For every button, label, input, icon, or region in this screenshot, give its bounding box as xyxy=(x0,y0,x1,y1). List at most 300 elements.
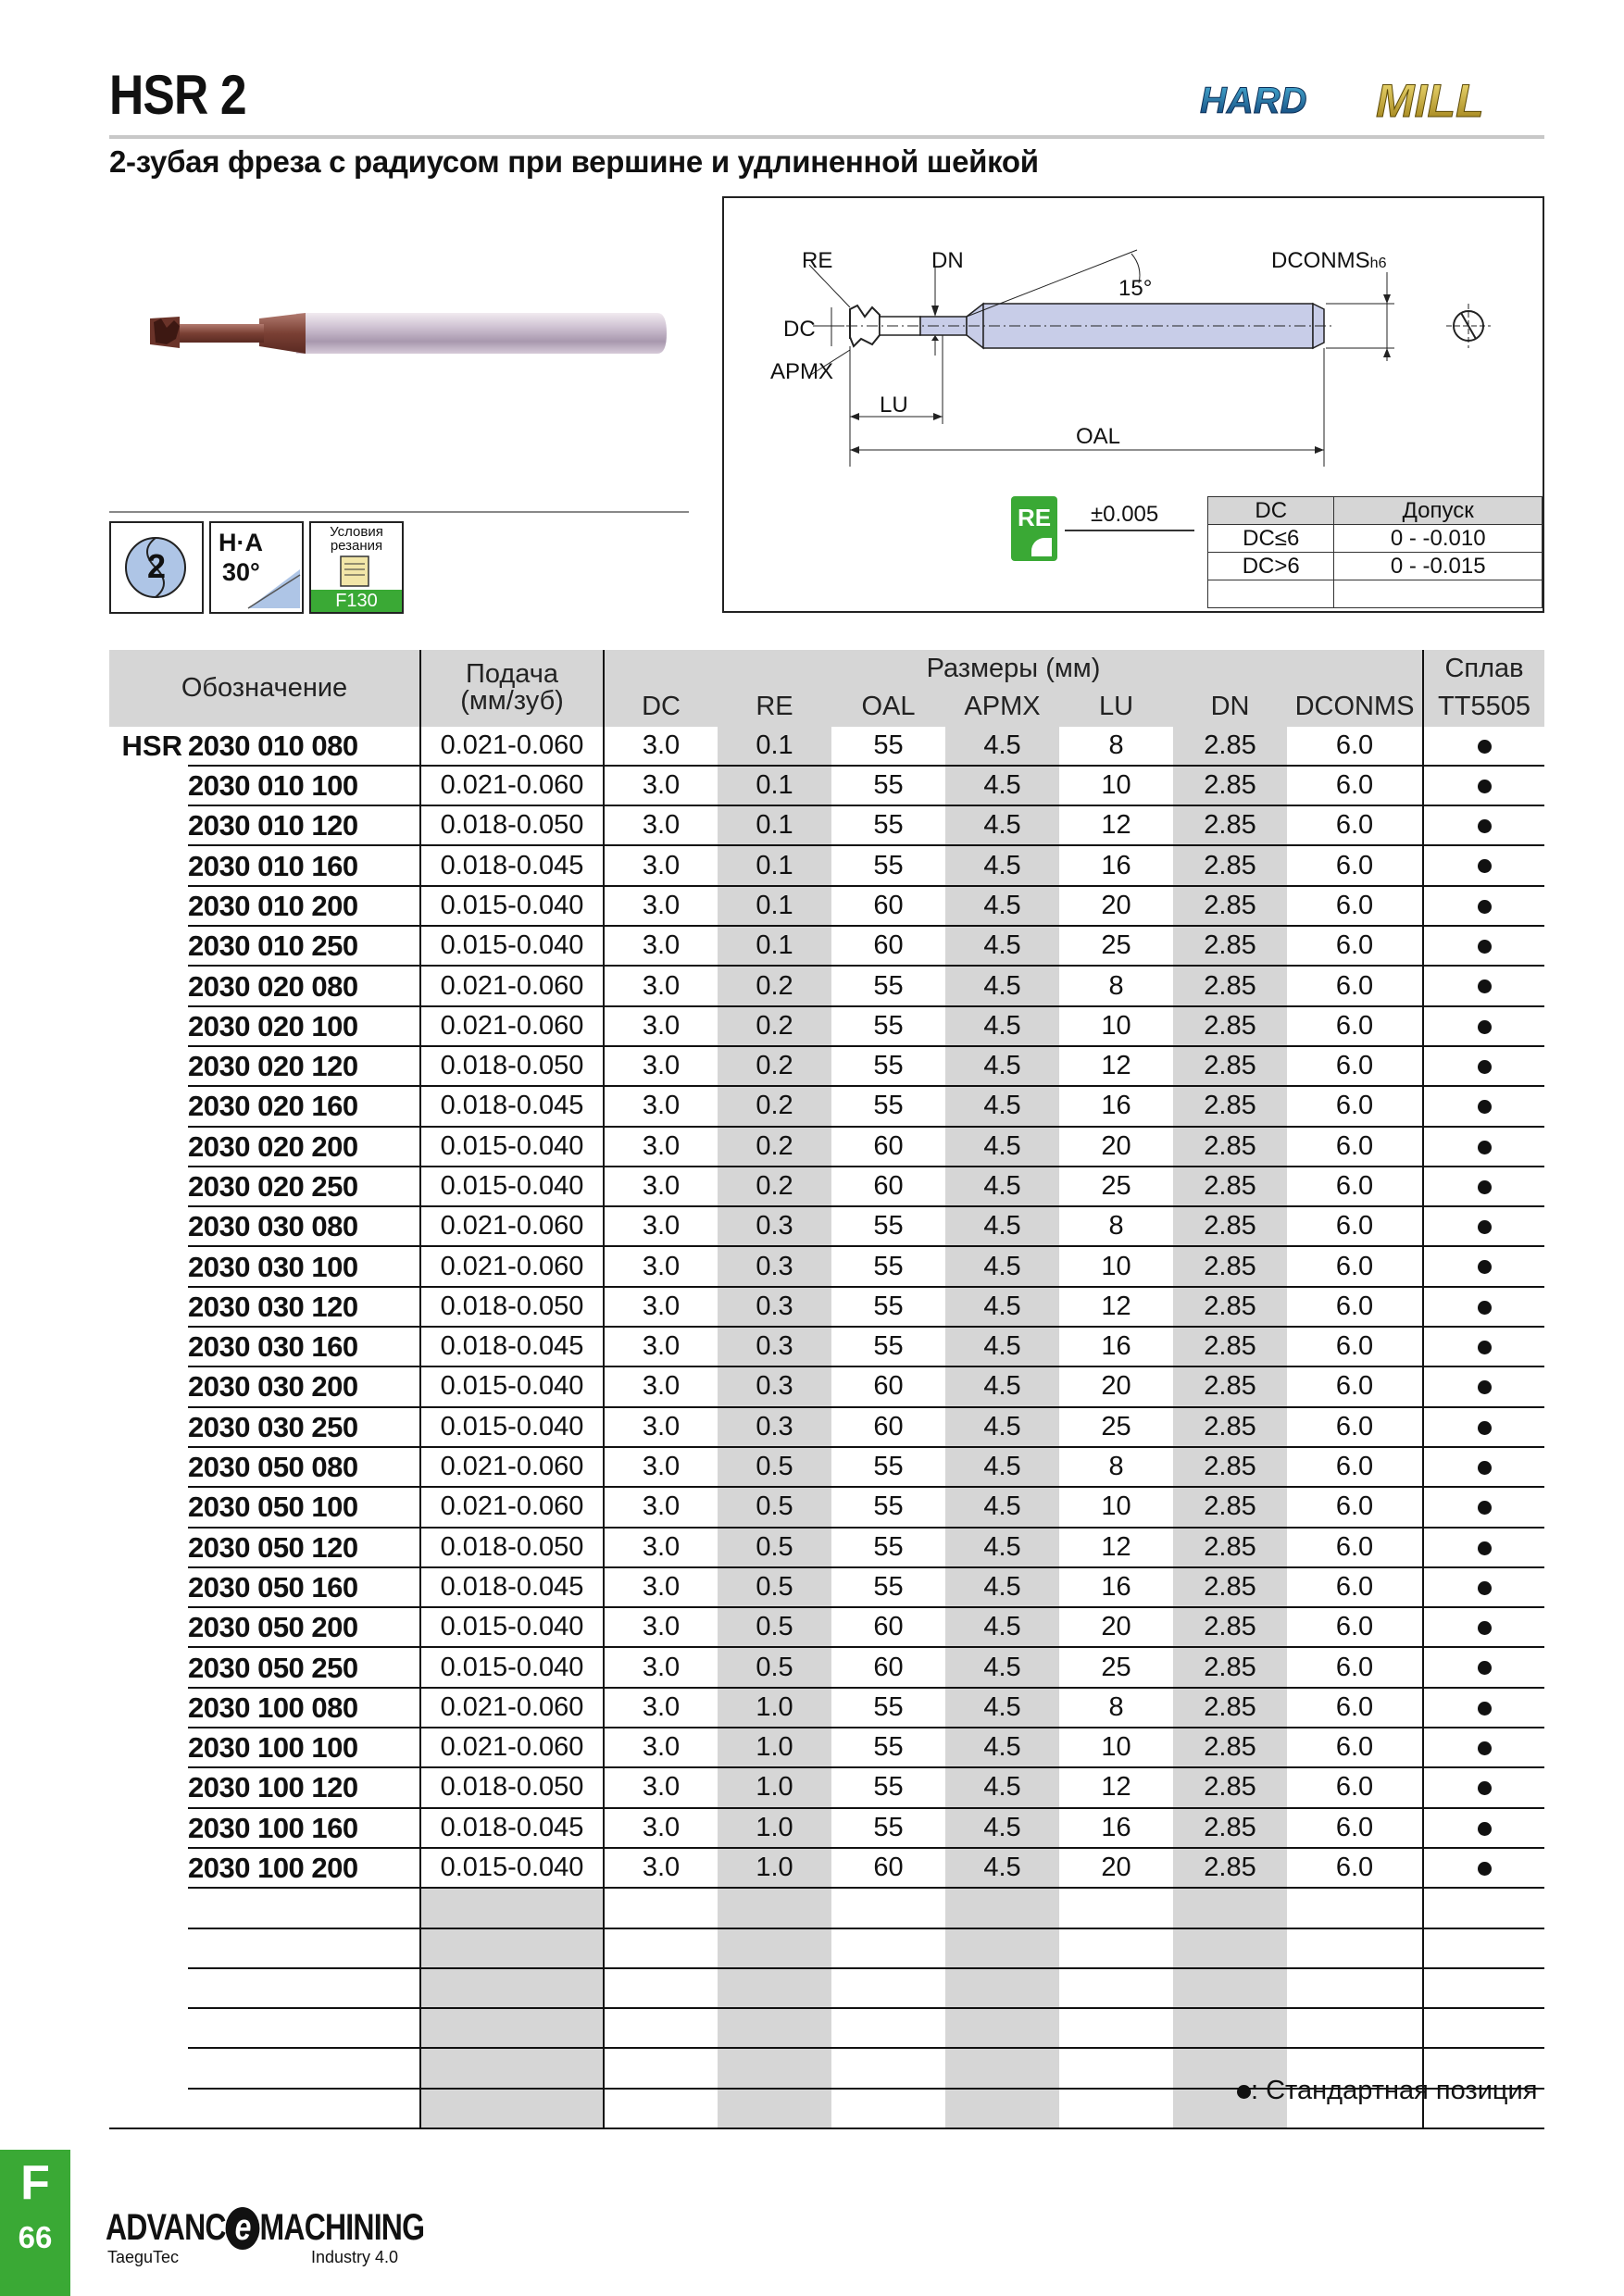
helix-label: H·A xyxy=(219,529,263,556)
cell-dn: 2.85 xyxy=(1173,1206,1287,1246)
row-feed: 0.018-0.050 xyxy=(420,1528,604,1567)
cell-oal: 55 xyxy=(831,1688,945,1728)
empty-cell xyxy=(945,1888,1059,1928)
row-code: 2030 030 250 xyxy=(188,1407,420,1447)
empty-cell xyxy=(604,2008,718,2048)
row-code: 2030 100 120 xyxy=(188,1767,420,1807)
cell-dc: 3.0 xyxy=(604,886,718,926)
empty-cell xyxy=(945,1928,1059,1968)
label-dconms xyxy=(1271,248,1386,274)
cell-apmx: 4.5 xyxy=(945,1528,1059,1567)
cell-lu: 16 xyxy=(1059,1808,1173,1848)
empty-cell xyxy=(1173,1968,1287,2008)
row-code: 2030 010 100 xyxy=(188,766,420,805)
cell-oal: 55 xyxy=(831,1327,945,1366)
cell-lu: 25 xyxy=(1059,1407,1173,1447)
page-subtitle: 2-зубая фреза с радиусом при вершине и удлиненной шейкой xyxy=(109,144,1039,179)
cell-re: 0.1 xyxy=(718,766,831,805)
cell-dc: 3.0 xyxy=(604,1728,718,1767)
col-re: RE xyxy=(718,688,831,726)
cell-dn: 2.85 xyxy=(1173,1528,1287,1567)
table-row xyxy=(109,1567,1544,1607)
standard-item-dot-icon xyxy=(1478,819,1492,833)
cell-dconms: 6.0 xyxy=(1287,1046,1423,1086)
header-feed xyxy=(420,650,604,727)
cell-dc: 3.0 xyxy=(604,966,718,1005)
table-row xyxy=(109,1808,1544,1848)
standard-item-dot-icon xyxy=(1478,1501,1492,1515)
row-code: 2030 050 120 xyxy=(188,1528,420,1567)
product-table xyxy=(109,650,1544,2129)
row-code: 2030 050 250 xyxy=(188,1647,420,1687)
cell-oal: 55 xyxy=(831,805,945,845)
table-row xyxy=(109,1528,1544,1567)
standard-item-dot-icon xyxy=(1478,1702,1492,1716)
cell-oal: 55 xyxy=(831,1487,945,1527)
row-prefix xyxy=(109,1767,188,1807)
row-prefix xyxy=(109,1127,188,1167)
cell-dn: 2.85 xyxy=(1173,966,1287,1005)
cell-apmx: 4.5 xyxy=(945,1848,1059,1888)
legend xyxy=(1237,2076,1537,2106)
table-row xyxy=(109,1006,1544,1046)
cell-dn: 2.85 xyxy=(1173,1327,1287,1366)
row-feed: 0.018-0.050 xyxy=(420,1767,604,1807)
cell-lu: 8 xyxy=(1059,1206,1173,1246)
empty-cell xyxy=(1059,1888,1173,1928)
header-grade: Сплав xyxy=(1423,650,1544,688)
cell-dc: 3.0 xyxy=(604,727,718,766)
cell-dc: 3.0 xyxy=(604,1366,718,1406)
row-prefix xyxy=(109,1167,188,1206)
row-prefix xyxy=(109,1206,188,1246)
cell-dconms: 6.0 xyxy=(1287,1327,1423,1366)
standard-item-dot-icon xyxy=(1478,1421,1492,1435)
cell-oal: 55 xyxy=(831,1086,945,1126)
cell-lu: 20 xyxy=(1059,1366,1173,1406)
cell-dn: 2.85 xyxy=(1173,1366,1287,1406)
cell-grade xyxy=(1423,1528,1544,1567)
re-badge-text: RE xyxy=(1017,504,1052,531)
product-image xyxy=(148,296,667,370)
table-row xyxy=(109,1086,1544,1126)
row-feed: 0.021-0.060 xyxy=(420,1688,604,1728)
cell-lu: 8 xyxy=(1059,727,1173,766)
cell-dconms: 6.0 xyxy=(1287,845,1423,885)
row-code: 2030 030 100 xyxy=(188,1246,420,1286)
cell-dn: 2.85 xyxy=(1173,1647,1287,1687)
empty-cell xyxy=(604,2048,718,2088)
standard-item-dot-icon xyxy=(1478,1341,1492,1354)
cell-dc: 3.0 xyxy=(604,1086,718,1126)
empty-cell xyxy=(420,1888,604,1928)
empty-cell xyxy=(188,2089,420,2128)
cell-dn: 2.85 xyxy=(1173,1086,1287,1126)
cell-dconms: 6.0 xyxy=(1287,1206,1423,1246)
cell-apmx: 4.5 xyxy=(945,1808,1059,1848)
cell-lu: 25 xyxy=(1059,1647,1173,1687)
standard-item-dot-icon xyxy=(1478,1301,1492,1315)
empty-cell xyxy=(188,2008,420,2048)
cell-lu: 10 xyxy=(1059,1246,1173,1286)
cell-re: 0.5 xyxy=(718,1487,831,1527)
row-feed: 0.018-0.050 xyxy=(420,805,604,845)
tol-cell xyxy=(1208,580,1334,608)
col-dn: DN xyxy=(1173,688,1287,726)
row-code: 2030 010 200 xyxy=(188,886,420,926)
cell-re: 1.0 xyxy=(718,1688,831,1728)
empty-cell xyxy=(1173,1928,1287,1968)
cell-grade xyxy=(1423,926,1544,966)
row-prefix xyxy=(109,966,188,1005)
cell-dc: 3.0 xyxy=(604,1487,718,1527)
cell-grade xyxy=(1423,1767,1544,1807)
tol-cell: DC>6 xyxy=(1208,553,1334,580)
brand-e: e xyxy=(226,2207,260,2250)
cell-apmx: 4.5 xyxy=(945,1407,1059,1447)
cell-lu: 10 xyxy=(1059,1487,1173,1527)
cell-dc: 3.0 xyxy=(604,805,718,845)
empty-cell xyxy=(109,1928,188,1968)
cutting-label-line1: Условия xyxy=(330,524,383,540)
cell-oal: 55 xyxy=(831,766,945,805)
cell-apmx: 4.5 xyxy=(945,845,1059,885)
empty-cell xyxy=(945,2008,1059,2048)
cell-oal: 55 xyxy=(831,1287,945,1327)
tol-cell: 0 - -0.010 xyxy=(1334,525,1543,553)
empty-cell xyxy=(1423,2008,1544,2048)
cell-apmx: 4.5 xyxy=(945,1206,1059,1246)
label-dconms-tol: h6 xyxy=(1369,256,1387,271)
row-feed: 0.015-0.040 xyxy=(420,1607,604,1647)
cell-dconms: 6.0 xyxy=(1287,1086,1423,1126)
cell-dc: 3.0 xyxy=(604,1167,718,1206)
header-dimensions: Размеры (мм) xyxy=(604,650,1423,688)
cell-dn: 2.85 xyxy=(1173,1487,1287,1527)
cell-dn: 2.85 xyxy=(1173,1046,1287,1086)
table-row xyxy=(109,1607,1544,1647)
cell-oal: 55 xyxy=(831,966,945,1005)
tol-header-tolerance: Допуск xyxy=(1334,497,1543,525)
cell-re: 0.2 xyxy=(718,1086,831,1126)
empty-cell xyxy=(420,2048,604,2088)
empty-cell xyxy=(1059,2089,1173,2128)
cell-grade xyxy=(1423,1728,1544,1767)
cell-grade xyxy=(1423,1327,1544,1366)
col-dconms: DCONMS xyxy=(1287,688,1423,726)
row-prefix xyxy=(109,1287,188,1327)
row-feed: 0.018-0.045 xyxy=(420,1808,604,1848)
row-code: 2030 030 160 xyxy=(188,1327,420,1366)
hardmill-logo xyxy=(1194,72,1546,126)
row-code: 2030 020 080 xyxy=(188,966,420,1005)
cell-re: 0.5 xyxy=(718,1447,831,1487)
row-prefix xyxy=(109,1327,188,1366)
empty-cell xyxy=(188,2048,420,2088)
cell-oal: 55 xyxy=(831,1767,945,1807)
empty-cell xyxy=(109,1888,188,1928)
row-code: 2030 020 120 xyxy=(188,1046,420,1086)
table-row xyxy=(109,1447,1544,1487)
cell-apmx: 4.5 xyxy=(945,1447,1059,1487)
cell-dn: 2.85 xyxy=(1173,1567,1287,1607)
label-oal: OAL xyxy=(1076,424,1121,449)
cell-dconms: 6.0 xyxy=(1287,1567,1423,1607)
empty-cell xyxy=(1287,1888,1423,1928)
empty-cell xyxy=(188,1928,420,1968)
cell-apmx: 4.5 xyxy=(945,1487,1059,1527)
photo-rule xyxy=(109,511,689,513)
cell-dconms: 6.0 xyxy=(1287,1287,1423,1327)
row-prefix xyxy=(109,1528,188,1567)
empty-cell xyxy=(945,2048,1059,2088)
standard-item-dot-icon xyxy=(1478,1621,1492,1635)
cell-re: 1.0 xyxy=(718,1767,831,1807)
standard-item-dot-icon xyxy=(1478,1260,1492,1274)
table-row xyxy=(109,1767,1544,1807)
cell-dc: 3.0 xyxy=(604,1607,718,1647)
cell-dn: 2.85 xyxy=(1173,1688,1287,1728)
cell-dc: 3.0 xyxy=(604,1046,718,1086)
cell-dn: 2.85 xyxy=(1173,1808,1287,1848)
standard-item-dot-icon xyxy=(1478,980,1492,993)
empty-cell xyxy=(1287,1968,1423,2008)
cell-oal: 55 xyxy=(831,845,945,885)
table-row xyxy=(109,845,1544,885)
standard-item-dot-icon xyxy=(1478,1661,1492,1675)
cell-dc: 3.0 xyxy=(604,1206,718,1246)
standard-item-dot-icon xyxy=(1478,1100,1492,1114)
cell-dc: 3.0 xyxy=(604,845,718,885)
cell-re: 0.3 xyxy=(718,1366,831,1406)
cell-dconms: 6.0 xyxy=(1287,1528,1423,1567)
header-rule xyxy=(109,135,1544,139)
table-row xyxy=(109,1487,1544,1527)
empty-cell xyxy=(420,2089,604,2128)
flute-count: 2 xyxy=(146,547,167,585)
row-code: 2030 010 080 xyxy=(188,727,420,766)
cell-re: 1.0 xyxy=(718,1848,831,1888)
row-feed: 0.015-0.040 xyxy=(420,886,604,926)
table-row xyxy=(109,1206,1544,1246)
cell-dconms: 6.0 xyxy=(1287,926,1423,966)
standard-item-dot-icon xyxy=(1478,1541,1492,1555)
cell-grade xyxy=(1423,845,1544,885)
empty-cell xyxy=(1059,1968,1173,2008)
empty-cell xyxy=(109,2008,188,2048)
empty-cell xyxy=(718,1968,831,2008)
cell-lu: 10 xyxy=(1059,1006,1173,1046)
row-feed: 0.021-0.060 xyxy=(420,1246,604,1286)
standard-item-dot-icon xyxy=(1478,1220,1492,1234)
brand-right: MACHINING xyxy=(259,2207,425,2248)
cell-oal: 60 xyxy=(831,1407,945,1447)
empty-cell xyxy=(1287,1928,1423,1968)
row-feed: 0.021-0.060 xyxy=(420,1206,604,1246)
empty-cell xyxy=(1423,1928,1544,1968)
cell-grade xyxy=(1423,1167,1544,1206)
advance-machining-logo xyxy=(106,2207,439,2272)
empty-cell xyxy=(1287,2008,1423,2048)
row-prefix xyxy=(109,1407,188,1447)
tol-cell: DC≤6 xyxy=(1208,525,1334,553)
cell-dconms: 6.0 xyxy=(1287,966,1423,1005)
table-row xyxy=(109,1287,1544,1327)
row-feed: 0.018-0.050 xyxy=(420,1046,604,1086)
brand-left: ADVANC xyxy=(106,2207,226,2248)
empty-cell xyxy=(831,1888,945,1928)
cell-apmx: 4.5 xyxy=(945,1246,1059,1286)
cell-dc: 3.0 xyxy=(604,1407,718,1447)
label-angle: 15° xyxy=(1118,276,1153,301)
cell-oal: 60 xyxy=(831,886,945,926)
row-code: 2030 100 100 xyxy=(188,1728,420,1767)
cell-dn: 2.85 xyxy=(1173,1407,1287,1447)
cutting-ref[interactable]: F130 xyxy=(311,590,402,612)
cell-grade xyxy=(1423,1127,1544,1167)
empty-cell xyxy=(718,2048,831,2088)
cell-oal: 55 xyxy=(831,1206,945,1246)
row-feed: 0.018-0.050 xyxy=(420,1287,604,1327)
row-feed: 0.018-0.045 xyxy=(420,1086,604,1126)
cell-lu: 20 xyxy=(1059,886,1173,926)
cell-dn: 2.85 xyxy=(1173,845,1287,885)
re-tolerance-rule xyxy=(1065,530,1194,531)
cell-lu: 16 xyxy=(1059,845,1173,885)
row-code: 2030 010 120 xyxy=(188,805,420,845)
cell-lu: 12 xyxy=(1059,805,1173,845)
cell-apmx: 4.5 xyxy=(945,805,1059,845)
standard-item-dot-icon xyxy=(1478,900,1492,914)
cell-dc: 3.0 xyxy=(604,1528,718,1567)
row-code: 2030 010 250 xyxy=(188,926,420,966)
empty-cell xyxy=(109,2048,188,2088)
standard-item-dot-icon xyxy=(1478,1060,1492,1074)
cell-grade xyxy=(1423,1487,1544,1527)
cell-oal: 55 xyxy=(831,1808,945,1848)
row-prefix xyxy=(109,1728,188,1767)
cell-re: 0.3 xyxy=(718,1327,831,1366)
row-code: 2030 020 100 xyxy=(188,1006,420,1046)
header-designation: Обозначение xyxy=(109,650,420,727)
cell-dc: 3.0 xyxy=(604,1688,718,1728)
standard-item-dot-icon xyxy=(1478,1141,1492,1154)
cell-lu: 20 xyxy=(1059,1127,1173,1167)
cell-lu: 16 xyxy=(1059,1086,1173,1126)
standard-item-dot-icon xyxy=(1478,1380,1492,1394)
standard-item-dot-icon xyxy=(1478,859,1492,873)
row-prefix xyxy=(109,1808,188,1848)
flute-count-icon xyxy=(109,521,204,614)
row-prefix xyxy=(109,1366,188,1406)
empty-row xyxy=(109,1888,1544,1928)
row-code: 2030 100 200 xyxy=(188,1848,420,1888)
cell-dn: 2.85 xyxy=(1173,1246,1287,1286)
row-prefix xyxy=(109,805,188,845)
cell-dconms: 6.0 xyxy=(1287,1447,1423,1487)
empty-cell xyxy=(1059,2048,1173,2088)
empty-cell xyxy=(1173,1888,1287,1928)
cell-apmx: 4.5 xyxy=(945,1167,1059,1206)
empty-row xyxy=(109,2008,1544,2048)
cell-dconms: 6.0 xyxy=(1287,1728,1423,1767)
cutting-conditions-icon[interactable] xyxy=(309,521,404,614)
row-code: 2030 020 250 xyxy=(188,1167,420,1206)
empty-cell xyxy=(420,2008,604,2048)
cell-dconms: 6.0 xyxy=(1287,1127,1423,1167)
cell-lu: 16 xyxy=(1059,1567,1173,1607)
helix-angle-icon xyxy=(209,521,304,614)
cell-grade xyxy=(1423,1808,1544,1848)
row-feed: 0.021-0.060 xyxy=(420,1447,604,1487)
cell-lu: 20 xyxy=(1059,1848,1173,1888)
cell-re: 0.2 xyxy=(718,1046,831,1086)
row-prefix: HSR xyxy=(121,730,182,763)
cell-dc: 3.0 xyxy=(604,1808,718,1848)
cutting-label-line2: резания xyxy=(330,538,383,554)
empty-cell xyxy=(1059,2008,1173,2048)
row-code: 2030 020 200 xyxy=(188,1127,420,1167)
cell-dconms: 6.0 xyxy=(1287,805,1423,845)
row-prefix xyxy=(109,1006,188,1046)
row-prefix xyxy=(109,1848,188,1888)
cell-dc: 3.0 xyxy=(604,926,718,966)
cell-oal: 60 xyxy=(831,1127,945,1167)
cell-dn: 2.85 xyxy=(1173,1127,1287,1167)
row-feed: 0.018-0.045 xyxy=(420,1567,604,1607)
table-row xyxy=(109,1366,1544,1406)
cell-oal: 55 xyxy=(831,1246,945,1286)
cell-dn: 2.85 xyxy=(1173,1848,1287,1888)
cell-dconms: 6.0 xyxy=(1287,1767,1423,1807)
cell-lu: 12 xyxy=(1059,1287,1173,1327)
svg-text:MILL: MILL xyxy=(1376,75,1484,126)
cell-grade xyxy=(1423,1848,1544,1888)
empty-cell xyxy=(420,1928,604,1968)
cell-re: 0.5 xyxy=(718,1607,831,1647)
empty-cell xyxy=(1423,1968,1544,2008)
svg-text:HARD: HARD xyxy=(1200,81,1307,121)
cell-apmx: 4.5 xyxy=(945,1767,1059,1807)
re-tolerance-value: ±0.005 xyxy=(1091,502,1159,527)
row-feed: 0.021-0.060 xyxy=(420,1006,604,1046)
cell-grade xyxy=(1423,1567,1544,1607)
cell-re: 0.1 xyxy=(718,886,831,926)
label-lu: LU xyxy=(880,393,908,418)
col-oal: OAL xyxy=(831,688,945,726)
cell-apmx: 4.5 xyxy=(945,1728,1059,1767)
re-tolerance-badge xyxy=(1011,496,1057,561)
row-code: 2030 050 200 xyxy=(188,1607,420,1647)
cell-grade xyxy=(1423,1206,1544,1246)
table-row xyxy=(109,727,1544,766)
cell-dconms: 6.0 xyxy=(1287,1246,1423,1286)
empty-cell xyxy=(831,1968,945,2008)
cell-apmx: 4.5 xyxy=(945,886,1059,926)
cell-dc: 3.0 xyxy=(604,1006,718,1046)
row-code: 2030 100 160 xyxy=(188,1808,420,1848)
table-row xyxy=(109,1046,1544,1086)
cell-dconms: 6.0 xyxy=(1287,766,1423,805)
header-feed-line1: Подача xyxy=(466,659,559,690)
cell-oal: 60 xyxy=(831,1167,945,1206)
header-feed-line2: (мм/зуб) xyxy=(460,686,564,717)
cell-re: 0.2 xyxy=(718,1127,831,1167)
cell-dc: 3.0 xyxy=(604,1447,718,1487)
cell-dn: 2.85 xyxy=(1173,926,1287,966)
empty-cell xyxy=(831,2048,945,2088)
empty-cell xyxy=(604,1968,718,2008)
